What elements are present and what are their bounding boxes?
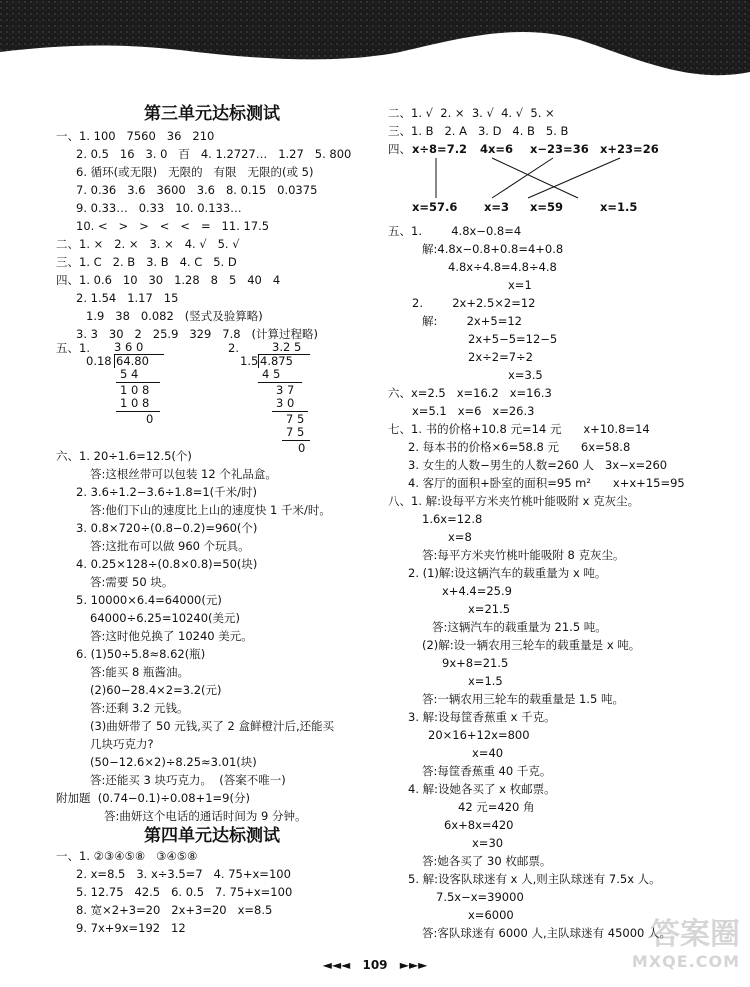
s6-line: (2)60−28.4×2=3.2(元) (90, 683, 222, 697)
r-s8-line: x+4.4=25.9 (442, 584, 512, 598)
r-s8-line: 答:这辆汽车的载重量为 21.5 吨。 (432, 620, 607, 634)
step: 3 0 (276, 396, 295, 410)
s41-line: 一、1. ②③④⑤⑧ ③④⑤⑧ (56, 849, 198, 863)
s1-line: 一、1. 100 7560 36 210 (56, 129, 215, 143)
r-s7-line: 七、1. 书的价格+10.8 元=14 元 x+10.8=14 (388, 422, 650, 436)
r-s8-line: 3. 解:设每筐香蕉重 x 千克。 (408, 710, 556, 724)
s6-line: 答:这批布可以做 960 个玩具。 (90, 539, 250, 553)
dividend: 4.875 (260, 354, 293, 368)
s4-line: 四、1. 0.6 10 30 1.28 8 5 40 4 (56, 273, 281, 287)
s6-line: 答:能买 8 瓶酱油。 (90, 665, 190, 679)
step: 1 0 8 (120, 383, 150, 397)
r-s4-label: 四、 (388, 142, 411, 156)
r-s8-line: 八、1. 解:设每平方米夹竹桃叶能吸附 x 克灰尘。 (388, 494, 640, 508)
s6-line: 答:他们下山的速度比上山的速度快 1 千米/时。 (90, 503, 331, 517)
r-s8-line: x=40 (472, 746, 504, 760)
r-s5-line: x=3.5 (508, 368, 543, 382)
r-s8-line: x=8 (448, 530, 472, 544)
s6-line: 答:还剩 3.2 元钱。 (90, 701, 189, 715)
r-s5-line: 2x+5−5=12−5 (468, 332, 558, 346)
s6-line: 六、1. 20÷1.6=12.5(个) (56, 449, 192, 463)
s2-line: 二、1. × 2. × 3. × 4. √ 5. √ (56, 237, 240, 251)
s6-line: 3. 0.8×720÷(0.8−0.2)=960(个) (76, 521, 258, 535)
header-banner (0, 0, 750, 85)
step: 7 5 (286, 425, 305, 439)
r-s8-line: 20×16+12x=800 (428, 728, 530, 742)
r-s8-line: x=30 (472, 836, 504, 850)
r-s6-line: 六、x=2.5 x=16.2 x=16.3 (388, 386, 552, 400)
r-s8-line: x=21.5 (468, 602, 511, 616)
quotient: 3.2 5 (272, 340, 302, 354)
page-number: 109 (362, 958, 388, 972)
s6-line: 几块巧克力? (90, 737, 154, 751)
match-bottom: x=59 (530, 200, 564, 214)
r-s3-line: 三、1. B 2. A 3. D 4. B 5. B (388, 124, 569, 138)
s6-line: 答:这时他兑换了 10240 美元。 (90, 629, 253, 643)
s41-line: 2. x=8.5 3. x÷3.5=7 4. 75+x=100 (76, 867, 291, 881)
step: 1 0 8 (120, 396, 150, 410)
r-s8-line: 答:每平方米夹竹桃叶能吸附 8 克灰尘。 (422, 548, 625, 562)
r-s7-line: 4. 客厅的面积+卧室的面积=95 m² x+x+15=95 (408, 476, 685, 490)
unit4-title: 第四单元达标测试 (144, 826, 280, 846)
r-s8-line: 42 元=420 角 (458, 800, 535, 814)
quotient: 3 6 0 (114, 340, 144, 354)
r-s5-line: 解: 2x+5=12 (422, 314, 522, 328)
long-division-1 (86, 340, 202, 430)
extra-line: 答:曲妍这个电话的通话时间为 9 分钟。 (104, 809, 307, 823)
watermark (610, 918, 740, 980)
s6-line: 答:需要 50 块。 (90, 575, 174, 589)
s6-line: 答:这根丝带可以包装 12 个礼品盒。 (90, 467, 277, 481)
s6-line: 4. 0.25×128÷(0.8×0.8)=50(块) (76, 557, 258, 571)
watermark-url: MXQE.COM (631, 952, 740, 971)
step: 5 4 (120, 367, 139, 381)
step: 7 5 (286, 412, 305, 426)
step: 3 7 (276, 383, 295, 397)
divisor: 1.5 (240, 354, 259, 368)
s4-line: 1.9 38 0.082 (竖式及验算略) (86, 309, 263, 323)
s4-line: 3. 3 30 2 25.9 329 7.8 (计算过程略) (76, 327, 319, 341)
match-top: x÷8=7.2 (412, 142, 468, 156)
r-s8-line: 2. (1)解:设这辆汽车的载重量为 x 吨。 (408, 566, 607, 580)
match-top: x−23=36 (530, 142, 589, 156)
s5-label-2: 2. (228, 341, 239, 355)
watermark-text: 答案圈 (650, 917, 740, 952)
s3-line: 三、1. C 2. B 3. B 4. C 5. D (56, 255, 237, 269)
s6-line: (50−12.6×2)÷8.25≈3.01(块) (90, 755, 257, 769)
step: 0 (298, 441, 306, 455)
dividend: 64.80 (116, 354, 149, 368)
next-arrows-icon: ►►► (399, 958, 428, 972)
match-top: x+23=26 (600, 142, 659, 156)
r-s5-line: x=1 (508, 278, 532, 292)
s6-line: 6. (1)50÷5.8≈8.62(瓶) (76, 647, 206, 661)
match-bottom: x=3 (484, 200, 510, 214)
s6-line: 64000÷6.25=10240(美元) (90, 611, 241, 625)
match-top: 4x=6 (480, 142, 514, 156)
s1-line: 6. 循环(或无限) 无限的 有限 无限的(或 5) (76, 165, 314, 179)
r-s5-line: 五、1. 4.8x−0.8=4 (388, 224, 522, 238)
s6-line: 5. 10000×6.4=64000(元) (76, 593, 222, 607)
r-s8-line: 答:一辆农用三轮车的载重量是 1.5 吨。 (422, 692, 624, 706)
extra-line: 附加题 (0.74−0.1)÷0.08+1=9(分) (56, 791, 250, 805)
long-division-2 (242, 340, 352, 460)
match-bottom: x=57.6 (412, 200, 458, 214)
r-s6-line: x=5.1 x=6 x=26.3 (412, 404, 535, 418)
match-bottom: x=1.5 (600, 200, 638, 214)
s1-line: 2. 0.5 16 3. 0 百 4. 1.2727… 1.27 5. 800 (76, 147, 352, 161)
s5-label: 五、1. (56, 341, 90, 355)
r-s8-line: 答:她各买了 30 枚邮票。 (422, 854, 552, 868)
step: 4 5 (262, 367, 281, 381)
r-s8-line: 4. 解:设她各买了 x 枚邮票。 (408, 782, 556, 796)
r-s8-line: 9x+8=21.5 (442, 656, 509, 670)
s41-line: 9. 7x+9x=192 12 (76, 921, 186, 935)
s6-line: (3)曲妍带了 50 元钱,买了 2 盒鲜橙汁后,还能买 (90, 719, 335, 733)
r-s8-line: 答:客队球迷有 6000 人,主队球迷有 45000 人。 (422, 926, 672, 940)
s41-line: 8. 宽×2+3=20 2x+3=20 x=8.5 (76, 903, 273, 917)
r-s5-line: 4.8x÷4.8=4.8÷4.8 (448, 260, 557, 274)
r-s5-line: 2x÷2=7÷2 (468, 350, 533, 364)
s6-line: 2. 3.6÷1.2−3.6÷1.8=1(千米/时) (76, 485, 257, 499)
divisor: 0.18 (86, 354, 112, 368)
r-s7-line: 3. 女生的人数−男生的人数=260 人 3x−x=260 (408, 458, 668, 472)
r-s8-line: 7.5x−x=39000 (436, 890, 524, 904)
r-s2-line: 二、1. √ 2. × 3. √ 4. √ 5. × (388, 106, 555, 120)
s1-line: 7. 0.36 3.6 3600 3.6 8. 0.15 0.0375 (76, 183, 318, 197)
r-s8-line: x=1.5 (468, 674, 503, 688)
r-s8-line: 6x+8x=420 (444, 818, 514, 832)
r-s8-line: x=6000 (468, 908, 514, 922)
s1-line: 10. < > > < < = 11. 17.5 (76, 219, 270, 233)
unit3-title: 第三单元达标测试 (144, 104, 280, 124)
r-s5-line: 2. 2x+2.5×2=12 (412, 296, 536, 310)
s6-line: 答:还能买 3 块巧克力。 (答案不唯一) (90, 773, 286, 787)
r-s7-line: 2. 每本书的价格×6=58.8 元 6x=58.8 (408, 440, 631, 454)
s41-line: 5. 12.75 42.5 6. 0.5 7. 75+x=100 (76, 885, 293, 899)
r-s8-line: 答:每筐香蕉重 40 千克。 (422, 764, 552, 778)
prev-arrows-icon: ◄◄◄ (322, 958, 351, 972)
r-s5-line: 解:4.8x−0.8+0.8=4+0.8 (422, 242, 564, 256)
matching-lines (388, 156, 668, 202)
r-s8-line: 5. 解:设客队球迷有 x 人,则主队球迷有 7.5x 人。 (408, 872, 661, 886)
r-s8-line: (2)解:设一辆农用三轮车的载重量是 x 吨。 (422, 638, 641, 652)
r-s8-line: 1.6x=12.8 (422, 512, 483, 526)
s1-line: 9. 0.33… 0.33 10. 0.133… (76, 201, 242, 215)
s4-line: 2. 1.54 1.17 15 (76, 291, 179, 305)
step: 0 (146, 412, 154, 426)
